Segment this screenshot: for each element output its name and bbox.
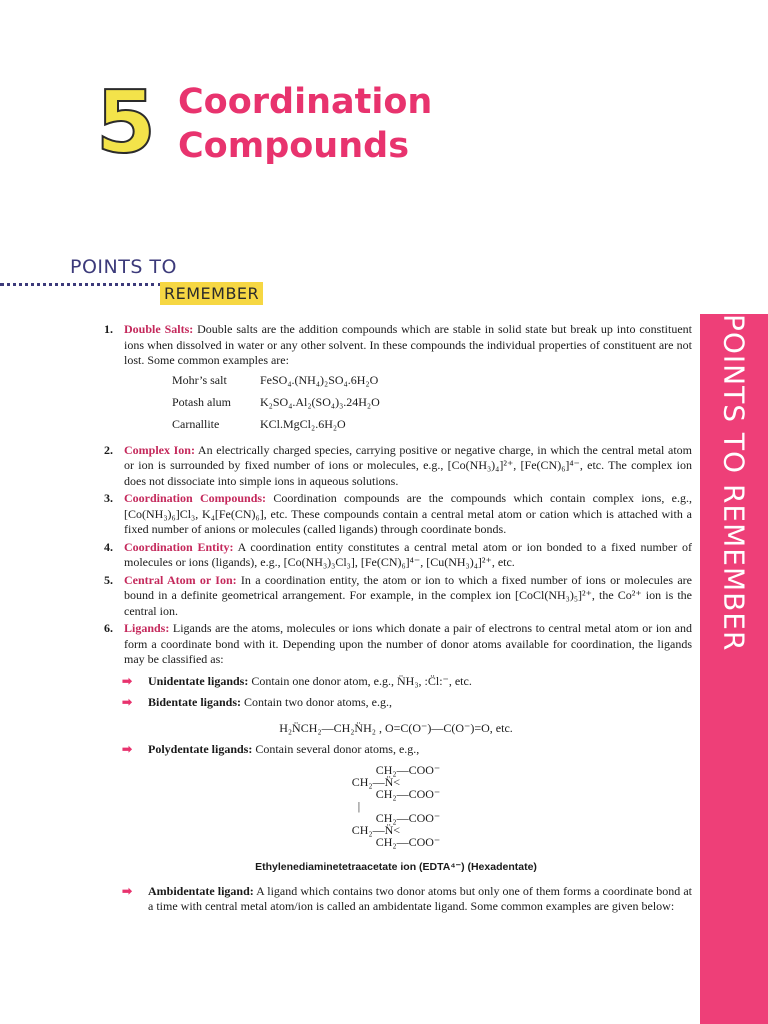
arrow-bullet-icon: ➡	[122, 742, 133, 756]
heading-dotted-rule	[0, 283, 162, 286]
chapter-title	[178, 80, 432, 168]
edta-line: CH₂—COO⁻	[351, 762, 441, 777]
side-tab-label: POINTS TO REMEMBER	[717, 314, 751, 652]
salt-formula: K₂SO₄.Al₂(SO₄)₃.24H₂O	[260, 394, 380, 409]
salt-row	[172, 373, 692, 395]
item-text: In a coordination entity, the atom or ion to which a fixed number of ions or molecules are bound in a definite geometrical arrangement. For example, in the complex ion [CoCl(NH₃)₅]²⁺, the Co²⁺ ion is the central ion.	[124, 572, 692, 618]
item-text: An electrically charged species, carrying positive or negative charge, in which the central metal atom or ion is surrounded by fixed number of ions or molecules, e.g., [Co(NH₃)₄]²⁺, [Fe(CN)₆]⁴⁻, etc. The complex ion does not dissociate into simple ions in aqueous solutions.	[124, 442, 692, 488]
item-text: Ligands are the atoms, molecules or ions which donate a pair of electrons to central metal atom or ion and form a coordinate bond with it. Depending upon the number of donor atoms available for coordination, the ligands may be classified as:	[124, 621, 692, 666]
ligand-term: Unidentate ligands:	[148, 673, 249, 688]
ligand-term: Ambidentate ligand:	[148, 883, 254, 898]
list-item	[100, 540, 692, 571]
item-number: 5.	[104, 572, 113, 587]
salt-name: Carnallite	[172, 416, 220, 431]
ligand-term: Polydentate ligands:	[148, 742, 253, 756]
item-number: 4.	[104, 539, 113, 554]
arrow-bullet-icon: ➡	[122, 673, 133, 688]
item-term: Coordination Entity:	[124, 539, 234, 554]
salt-examples	[172, 373, 692, 439]
ligand-text: Contain one donor atom, e.g., N̈H₃, :C̈l:⁻, etc.	[248, 673, 472, 688]
edta-line: CH₂—COO⁻	[351, 834, 441, 849]
points-list	[100, 322, 692, 921]
list-item	[100, 322, 692, 439]
edta-line: CH₂—N̈<	[351, 822, 401, 837]
list-item	[100, 573, 692, 620]
list-item	[100, 621, 692, 668]
chapter-number: 5	[96, 73, 156, 173]
edta-formula	[352, 764, 441, 848]
item-text: A coordination entity constitutes a central metal atom or ion bonded to a fixed number of molecules or ions (ligands), e.g., [Co(NH₃)₃Cl₃], [Fe(CN)₆]⁴⁻, [Cu(NH₃)₄]²⁺, etc.	[124, 539, 692, 569]
ligand-text: Contain two donor atoms, e.g.,	[241, 695, 392, 709]
ligand-type-item	[100, 674, 692, 690]
item-term: Double Salts:	[124, 322, 194, 336]
salt-row	[172, 395, 692, 417]
ligand-text: Contain several donor atoms, e.g.,	[252, 742, 420, 756]
salt-row	[172, 417, 692, 439]
section-heading-line2: REMEMBER	[160, 282, 263, 305]
edta-line: CH₂—COO⁻	[351, 810, 441, 825]
ligand-term: Bidentate ligands:	[148, 695, 242, 709]
item-text: Coordination compounds are the compounds which contain complex ions, e.g., [Co(NH₃)₆]Cl₃, K₄[Fe(CN)₆], etc. These compounds contain a central metal atom or cation which is attached with a fixed number of anions or molecules (called ligands) through coordinate bonds.	[124, 491, 693, 536]
ligand-type-item	[100, 884, 692, 915]
item-number: 1.	[104, 322, 113, 336]
salt-name: Potash alum	[172, 394, 231, 409]
edta-line: CH₂—COO⁻	[351, 786, 441, 801]
ligand-type-item	[100, 695, 692, 711]
arrow-bullet-icon: ➡	[122, 883, 133, 898]
item-term: Coordination Compounds:	[124, 491, 267, 505]
edta-line: |	[351, 798, 361, 813]
ligand-type-item	[100, 742, 692, 758]
list-item	[100, 491, 692, 538]
salt-formula: KCl.MgCl₂.6H₂O	[260, 416, 346, 431]
chapter-title-line2: Compounds	[178, 126, 410, 166]
salt-name: Mohr’s salt	[172, 372, 227, 387]
item-text: Double salts are the addition compounds which are stable in solid state but break up into constituent ions when dissolved in water or any other solvent. In these compounds the individual properties of constituent are not lost. Some common examples are:	[124, 322, 693, 367]
item-number: 6.	[104, 621, 113, 635]
item-number: 2.	[104, 442, 113, 457]
arrow-bullet-icon: ➡	[122, 695, 133, 709]
edta-structure	[100, 764, 692, 851]
item-term: Ligands:	[124, 621, 170, 635]
bidentate-formula: H₂N̈CH₂—CH₂N̈H₂ , O=C(O⁻)—C(O⁻)=O, etc.	[279, 720, 513, 735]
edta-line: CH₂—N̈<	[351, 774, 401, 789]
chapter-title-line1: Coordination	[178, 82, 433, 122]
ligand-text: A ligand which contains two donor atoms but only one of them forms a coordinate bond at a time with central metal atom/ion is called an ambidentate ligand. Some common examples are given below:	[148, 883, 693, 913]
list-item	[100, 443, 692, 490]
item-term: Complex Ion:	[124, 442, 195, 457]
item-term: Central Atom or Ion:	[124, 572, 237, 587]
item-number: 3.	[104, 491, 113, 505]
section-heading-line1: POINTS TO	[70, 256, 177, 278]
edta-caption: Ethylenediaminetetraacetate ion (EDTA⁴⁻) (Hexadentate)	[255, 861, 537, 873]
salt-formula: FeSO₄.(NH₄)₂SO₄.6H₂O	[260, 372, 379, 387]
